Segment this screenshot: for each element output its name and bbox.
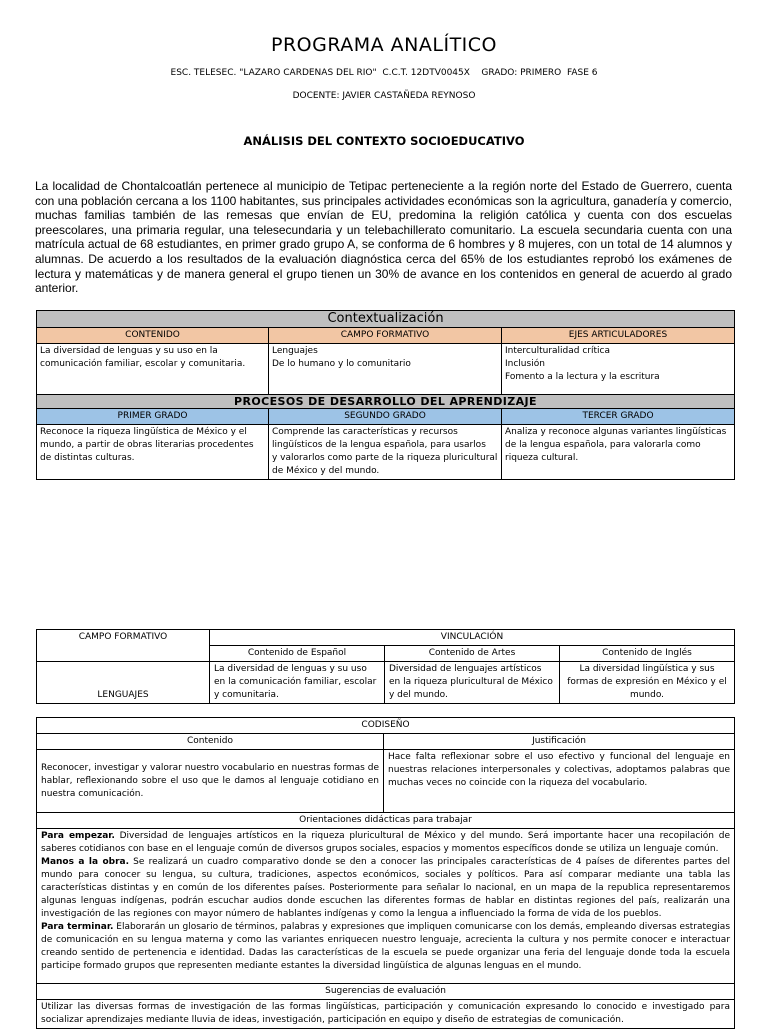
eje-3: Fomento a la lectura y la escritura	[505, 372, 660, 382]
tercer-grado-header: TERCER GRADO	[502, 409, 735, 425]
para-empezar-text: Diversidad de lenguajes artísticos en la riqueza pluricultural de México y del mundo. Será importante hacer una recopilación de saberes cotidianos con base en el lenguaje común de diversos grupos sociales, espacios y momentos específicos donde se utiliza un lenguaje común.	[41, 831, 731, 854]
pda-2-line-1: Comprende las características y recursos lingüísticos de la lengua española, para usarlos	[272, 427, 486, 450]
campo-line-1: Lenguajes	[272, 346, 318, 356]
para-terminar-text: Elaborarán un glosario de términos, palabras y expresiones que impliquen comunicarse con los demás, empleando diversas estrategias de comunicación en su lengua materna y como las variantes enriquecen nuestro lenguaje, acrecienta la cultura y nos permite conocer e interactuar creando sentido de pertenencia e identidad. Dadas las características de la escuela se puede organizar una feria del lenguaje donde toda la escuela participe formado grupos que representen mediante estantes la diversidad lingüística de algunas lenguas en el mundo.	[41, 922, 731, 971]
ejes-cell	[502, 344, 735, 395]
ejes-header: EJES ARTICULADORES	[502, 328, 735, 344]
page-title: PROGRAMA ANALÍTICO	[270, 34, 498, 56]
teacher-info: DOCENTE: JAVIER CASTAÑEDA REYNOSO	[292, 91, 476, 101]
contextualizacion-title: Contextualización	[37, 311, 735, 328]
codiseno-justificacion: Hace falta reflexionar sobre el uso efectivo y funcional del lenguaje en nuestras relaciones interpersonales y colectivas, adoptamos palabras que muchas veces no coincide con la riqueza del vocabulario.	[384, 750, 735, 813]
manos-text: Se realizará un cuadro comparativo donde se den a conocer las principales características de 4 países de diferentes partes del mundo para conocer su lengua, su cultura, tradiciones, aspectos económicos, sociales y políticos. Para así comparar mediante una tabla las características distintas y en común de los diferentes países. Posteriormente para señalar lo nacional, en un mapa de la republica representaremos algunas lenguas indígenas, podrán escuchar audios donde escuchen las diferentes formas de hablar en distintas regiones del país, realizarán una investigación de las regiones con mayor número de hablantes indígenas y como la lengua a influenciado la forma de vida de los pueblos.	[41, 857, 731, 919]
pda-tercer-grado: Analiza y reconoce algunas variantes lingüísticas de la lengua española, para valorarla como riqueza cultural.	[502, 425, 735, 480]
manos-a-la-obra	[41, 856, 730, 921]
contenido-header: CONTENIDO	[37, 328, 269, 344]
campo-formativo-label: CAMPO FORMATIVO	[37, 630, 210, 662]
espanol-cell: La diversidad de lenguas y su uso en la comunicación familiar, escolar y comunitaria.	[210, 662, 385, 704]
evaluacion-text: Utilizar las diversas formas de investigación de las formas lingüísticas, participación y comunicación expresando lo conocido e investigado para socializar aprendizajes mediante lluvia de ideas, investigación, participación en equipo y diseño de estrategias de comunicación.	[37, 1000, 735, 1029]
ingles-cell: La diversidad lingüística y sus formas de expresión en México y el mundo.	[560, 662, 735, 704]
campo-line-2: De lo humano y lo comunitario	[272, 359, 411, 369]
codiseno-contenido: Reconocer, investigar y valorar nuestro vocabulario en nuestras formas de hablar, reflexionando sobre el uso que le damos al lenguaje cotidiano en nuestra comunicación.	[37, 750, 384, 813]
pda-primer-grado: Reconoce la riqueza lingüística de México y el mundo, a partir de obras literarias procedentes de distintas culturas.	[37, 425, 269, 480]
school-info: ESC. TELESEC. "LAZARO CARDENAS DEL RIO" C.C.T. 12DTV0045X GRADO: PRIMERO FASE 6	[170, 68, 598, 78]
para-terminar	[41, 921, 730, 973]
procesos-title: PROCESOS DE DESARROLLO DEL APRENDIZAJE	[37, 395, 735, 409]
primer-grado-header: PRIMER GRADO	[37, 409, 269, 425]
pda-segundo-grado	[269, 425, 502, 480]
codiseno-table	[36, 717, 735, 1029]
section-subtitle: ANÁLISIS DEL CONTEXTO SOCIOEDUCATIVO	[243, 134, 525, 148]
espanol-header: Contenido de Español	[210, 646, 385, 662]
vinculacion-title: VINCULACIÓN	[210, 630, 735, 646]
artes-header: Contenido de Artes	[385, 646, 560, 662]
para-empezar-label: Para empezar.	[41, 831, 115, 841]
vinculacion-table	[36, 629, 735, 704]
para-terminar-label: Para terminar.	[41, 922, 114, 932]
campo-formativo-header: CAMPO FORMATIVO	[269, 328, 502, 344]
para-empezar	[41, 830, 730, 856]
contenido-cell: La diversidad de lenguas y su uso en la comunicación familiar, escolar y comunitaria.	[37, 344, 269, 395]
manos-label: Manos a la obra.	[41, 857, 130, 867]
campo-formativo-cell	[269, 344, 502, 395]
justificacion-header: Justificación	[384, 734, 735, 750]
context-paragraph: La localidad de Chontalcoatlán pertenece al municipio de Tetipac perteneciente a la región norte del Estado de Guerrero, cuenta con una población cercana a los 1100 habitantes, sus principales actividades económicas son la agricultura, ganadería y comercio, muchas familias también de las remesas que envían de EU, predomina la religión católica y cuenta con dos escuelas preescolares, una primaria regular, una telesecundaria y un telebachillerato comunitario. La escuela secundaria cuenta con una matrícula actual de 68 estudiantes, en primer grado grupo A, se conforma de 6 hombres y 8 mujeres, con un total de 14 alumnos y alumnas. De acuerdo a los resultados de la evaluación diagnóstica cerca del 65% de los estudiantes reprobó los exámenes de lectura y matemáticas y de manera general el grupo tienen un 30% de avance en los contenidos en general de acuerdo al grado anterior.	[35, 179, 732, 296]
pda-2-line-2: y valorarlos como parte de la riqueza pluricultural de México y del mundo.	[272, 453, 498, 476]
codiseno-title: CODISEÑO	[37, 718, 735, 734]
contextualizacion-table	[36, 310, 735, 480]
contenido-header: Contenido	[37, 734, 384, 750]
campo-formativo-value: LENGUAJES	[37, 662, 210, 704]
segundo-grado-header: SEGUNDO GRADO	[269, 409, 502, 425]
orientaciones-cell	[37, 829, 735, 984]
ingles-header: Contenido de Inglés	[560, 646, 735, 662]
eje-2: Inclusión	[505, 359, 545, 369]
eje-1: Interculturalidad crítica	[505, 346, 610, 356]
orientaciones-title: Orientaciones didácticas para trabajar	[37, 813, 735, 829]
evaluacion-title: Sugerencias de evaluación	[37, 984, 735, 1000]
artes-cell: Diversidad de lenguajes artísticos en la riqueza pluricultural de México y del mundo.	[385, 662, 560, 704]
